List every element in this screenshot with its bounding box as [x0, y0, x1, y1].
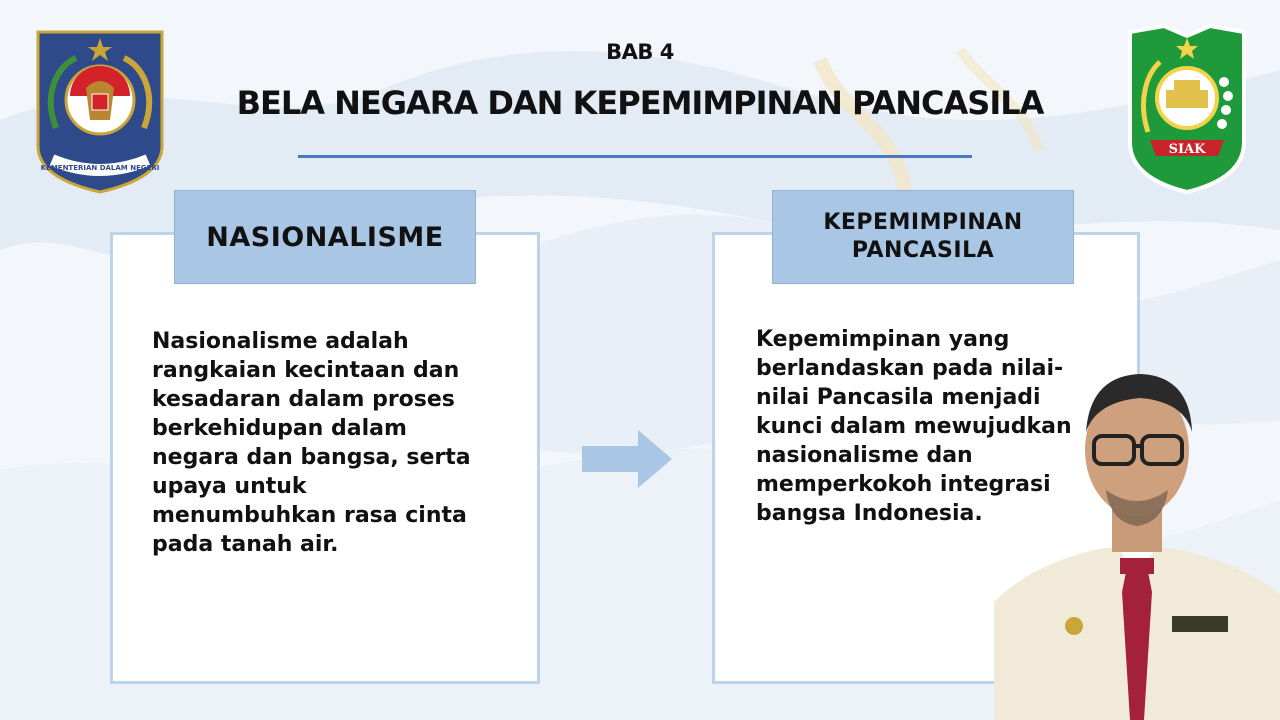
kepemimpinan-header: [772, 190, 1074, 284]
garuda-emblem-icon: [34, 28, 166, 196]
right-arrow-icon: [582, 430, 672, 488]
left-logo-text: KEMENTERIAN DALAM NEGERI: [40, 164, 160, 172]
text-line: nasionalisme dan: [756, 443, 973, 468]
text-line: berlandaskan pada nilai-: [756, 356, 1064, 381]
text-line: rangkaian kecintaan dan: [152, 358, 460, 383]
text-line: kesadaran dalam proses: [152, 387, 455, 412]
text-line: Kepemimpinan yang: [756, 327, 1010, 352]
chapter-label: BAB 4: [606, 40, 674, 64]
text-line: menumbuhkan rasa cinta: [152, 503, 467, 528]
text-line: nilai Pancasila menjadi: [756, 385, 1041, 410]
siak-regency-emblem-icon: [1124, 22, 1250, 196]
text-line: memperkokoh integrasi: [756, 472, 1051, 497]
kepemimpinan-header-line: PANCASILA: [851, 238, 995, 263]
text-line: pada tanah air.: [152, 532, 339, 557]
presenter-webcam-icon: [994, 362, 1280, 720]
text-line: negara dan bangsa, serta: [152, 445, 471, 470]
nasionalisme-header: NASIONALISME: [174, 190, 476, 284]
nasionalisme-definition: [152, 327, 522, 559]
text-line: berkehidupan dalam: [152, 416, 407, 441]
kepemimpinan-header-line: KEPEMIMPINAN: [823, 210, 1023, 235]
text-line: bangsa Indonesia.: [756, 501, 983, 526]
slide-title: BELA NEGARA DAN KEPEMIMPINAN PANCASILA: [236, 84, 1044, 122]
right-logo-text: SIAK: [1168, 142, 1206, 157]
text-line: upaya untuk: [152, 474, 307, 499]
text-line: Nasionalisme adalah: [152, 329, 409, 354]
title-underline: [298, 155, 972, 158]
text-line: kunci dalam mewujudkan: [756, 414, 1072, 439]
